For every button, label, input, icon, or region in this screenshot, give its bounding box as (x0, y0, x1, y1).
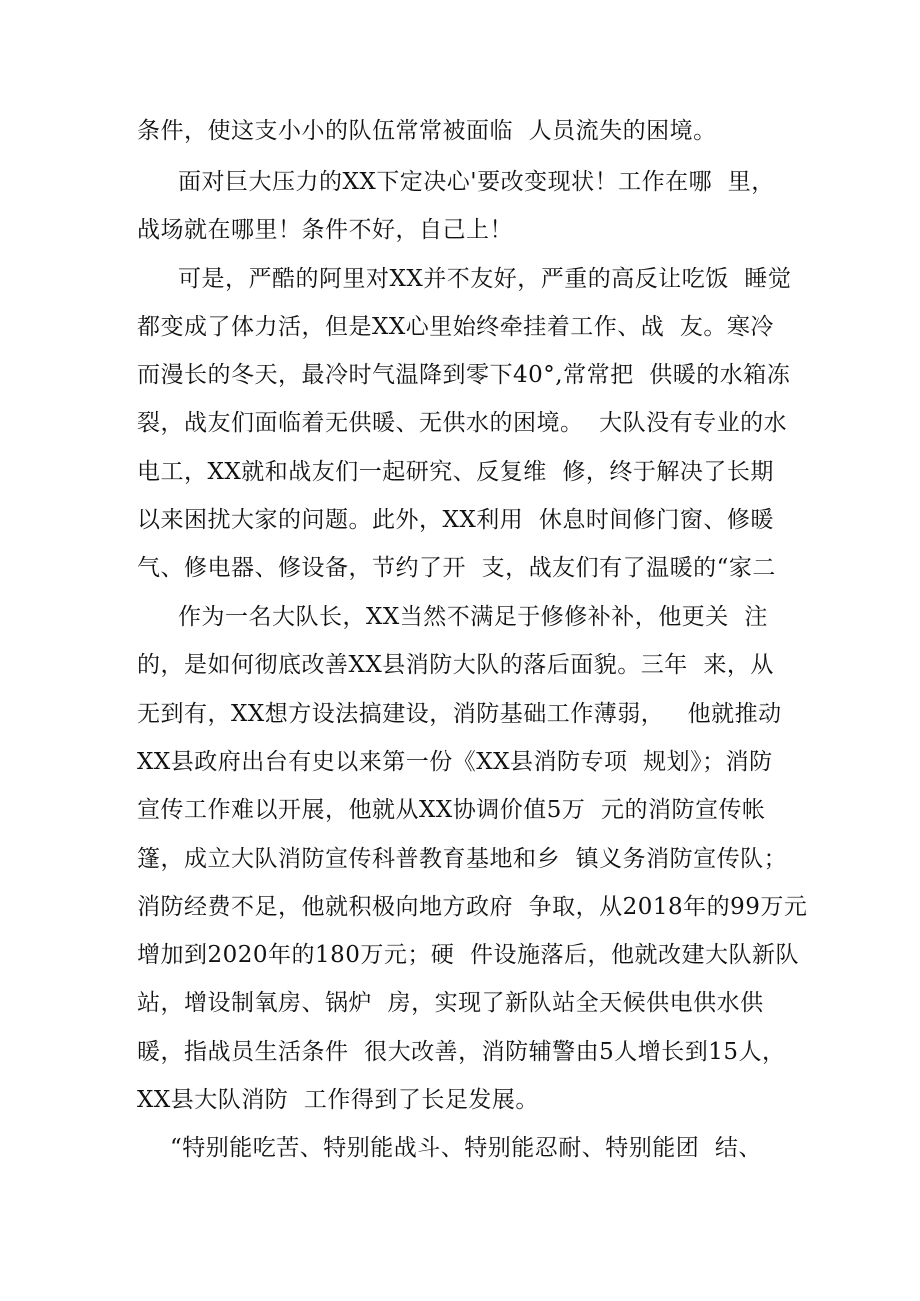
text-line: 站，增设制氧房、锅炉 房，实现了新队站全天候供电供水供 (137, 990, 764, 1016)
text-line: 暖，指战员生活条件 很大改善，消防辅警由5人增长到15人， (137, 1039, 786, 1065)
text-line: 气、修电器、修设备，节约了开 支，战友们有了温暖的“家二 (137, 555, 776, 581)
text-line: 而漫长的冬天，最冷时气温降到零下40°,常常把 供暖的水箱冻 (137, 362, 791, 388)
text-line: 的，是如何彻底改善XX县消防大队的落后面貌。三年 来，从 (137, 652, 774, 678)
text-line: “特别能吃苦、特别能战斗、特别能忍耐、特别能团 结、 (170, 1135, 762, 1161)
text-line: 都变成了体力活，但是XX心里始终牵挂着工作、战 友。寒冷 (137, 314, 774, 340)
text-line: 无到有，XX想方设法搞建设，消防基础工作薄弱， 他就推动 (137, 701, 782, 727)
text-line: 增加到2020年的180万元；硬 件设施落后，他就改建大队新队 (137, 942, 800, 968)
text-line: 作为一名大队长，XX当然不满足于修修补补，他更关 注 (178, 604, 768, 630)
text-line: 条件，使这支小小的队伍常常被面临 人员流失的困境。 (137, 118, 717, 144)
text-line: 消防经费不足，他就积极向地方政府 争取，从2018年的99万元 (137, 894, 808, 920)
text-line: 裂，战友们面临着无供暖、无供水的困境。 大队没有专业的水 (137, 410, 788, 436)
text-line: 可是，严酷的阿里对XX并不友好，严重的高反让吃饭 睡觉 (178, 266, 792, 292)
text-line: 以来困扰大家的问题。此外，XX利用 休息时间修门窗、修暖 (137, 507, 774, 533)
text-line: XX县大队消防 工作得到了长足发展。 (137, 1087, 539, 1113)
text-line: XX县政府出台有史以来第一份《XX县消防专项 规划》；消防 (137, 749, 773, 775)
text-line: 面对巨大压力的XX下定决心'要改变现状！工作在哪 里， (178, 169, 775, 195)
text-line: 电工，XX就和战友们一起研究、反复维 修，终于解决了长期 (137, 459, 774, 485)
text-line: 宣传工作难以开展，他就从XX协调价值5万 元的消防宣传帐 (137, 797, 766, 823)
text-line: 篷，成立大队消防宣传科普教育基地和乡 镇义务消防宣传队； (137, 846, 788, 872)
text-line: 战场就在哪里！条件不好，自己上！ (137, 217, 513, 243)
